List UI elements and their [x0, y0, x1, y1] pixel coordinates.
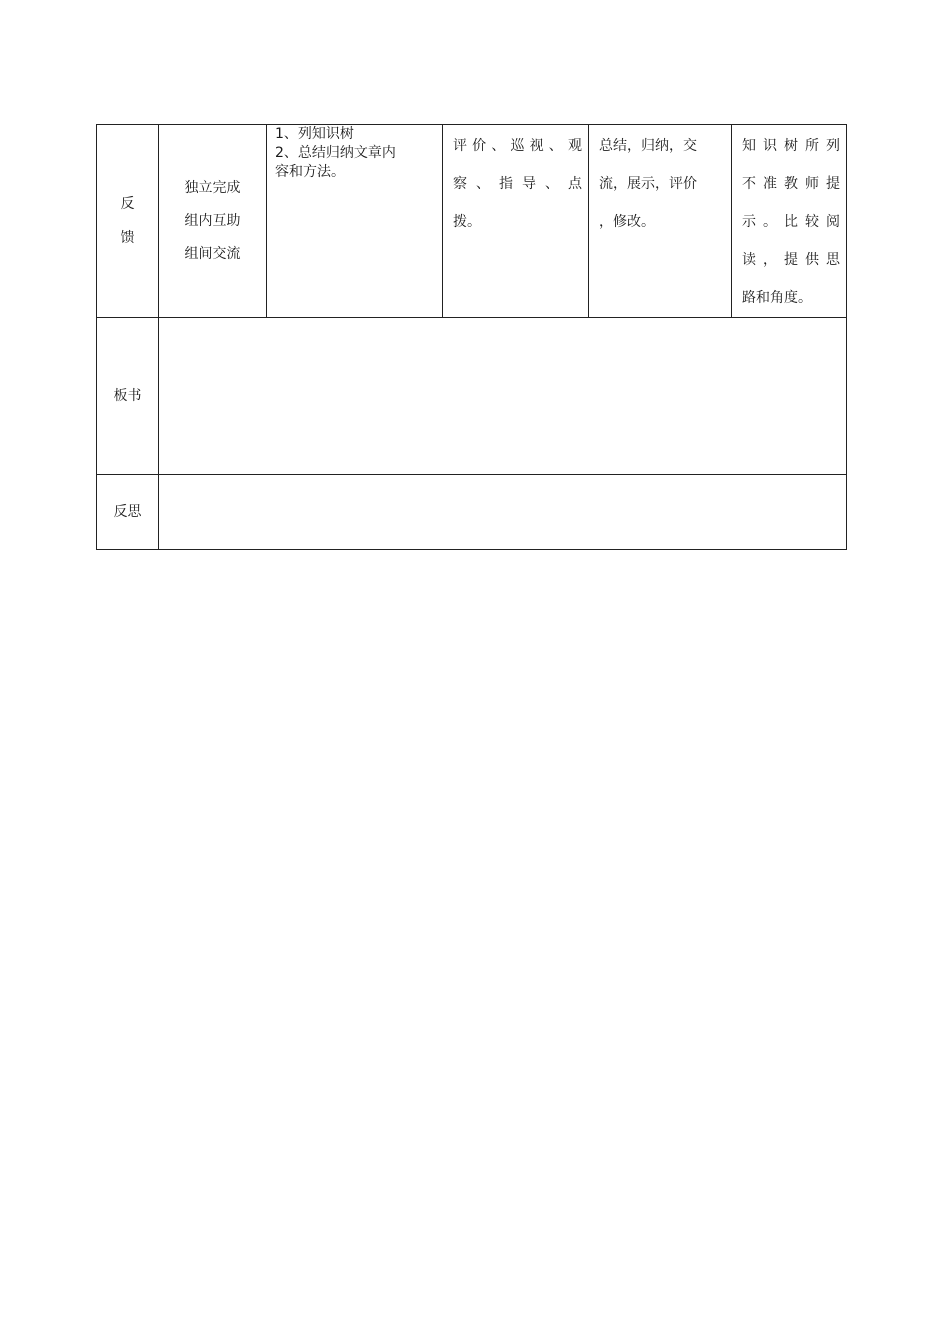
char: 准	[763, 176, 777, 192]
activity-cell	[159, 125, 267, 318]
char: 察	[453, 176, 467, 192]
char: 阅	[826, 214, 840, 230]
char: 所	[805, 138, 819, 154]
student-line: ，修改。	[599, 214, 655, 230]
teacher-activity-cell	[443, 125, 589, 318]
task-line: 2、总结归纳文章内	[275, 145, 396, 161]
student-line: 总结，归纳，交	[599, 138, 697, 154]
char: 较	[805, 214, 819, 230]
char: 不	[742, 176, 756, 192]
char: 、	[545, 176, 559, 192]
activity-line: 组间交流	[184, 245, 241, 262]
char: 评	[453, 138, 467, 154]
design-note-cell	[732, 125, 847, 318]
lesson-plan-table	[96, 124, 847, 550]
char: 、	[548, 138, 563, 154]
note-line: 路和角度。	[742, 290, 812, 306]
char: 供	[805, 252, 819, 268]
reflection-label: 反思	[97, 475, 159, 550]
char: ，	[763, 252, 777, 268]
char: 点	[568, 176, 582, 192]
teacher-line: 拨。	[453, 214, 481, 230]
feedback-row	[97, 125, 847, 318]
teacher-line	[453, 127, 582, 165]
char: 。	[763, 214, 777, 230]
char: 读	[742, 252, 756, 268]
char: 示	[742, 214, 756, 230]
stage-char: 反	[120, 196, 135, 212]
char: 视	[529, 138, 544, 154]
board-row	[97, 318, 847, 475]
board-content-cell	[159, 318, 847, 475]
char: 观	[567, 138, 582, 154]
reflection-row	[97, 475, 847, 550]
char: 比	[784, 214, 798, 230]
board-label: 板书	[97, 318, 159, 475]
char: 指	[499, 176, 513, 192]
char: 识	[763, 138, 777, 154]
task-line: 1、列知识树	[275, 126, 354, 142]
char: 巡	[510, 138, 525, 154]
student-activity-cell	[589, 125, 732, 318]
stage-char: 馈	[120, 230, 135, 246]
char: 知	[742, 138, 756, 154]
stage-cell	[97, 125, 159, 318]
char: 师	[805, 176, 819, 192]
char: 导	[522, 176, 536, 192]
activity-line: 组内互助	[184, 212, 241, 229]
char: 列	[826, 138, 840, 154]
char: 树	[784, 138, 798, 154]
char: 思	[826, 252, 840, 268]
activity-line: 独立完成	[184, 179, 241, 196]
reflection-content-cell	[159, 475, 847, 550]
note-line	[742, 127, 840, 165]
student-line: 流，展示，评价	[599, 176, 697, 192]
char: 、	[476, 176, 490, 192]
note-line	[742, 203, 840, 241]
char: 、	[491, 138, 506, 154]
char: 提	[784, 252, 798, 268]
note-line	[742, 165, 840, 203]
task-line: 容和方法。	[275, 164, 345, 180]
char: 价	[472, 138, 487, 154]
char: 提	[826, 176, 840, 192]
task-cell	[267, 125, 443, 318]
char: 教	[784, 176, 798, 192]
note-line	[742, 241, 840, 279]
teacher-line	[453, 165, 582, 203]
